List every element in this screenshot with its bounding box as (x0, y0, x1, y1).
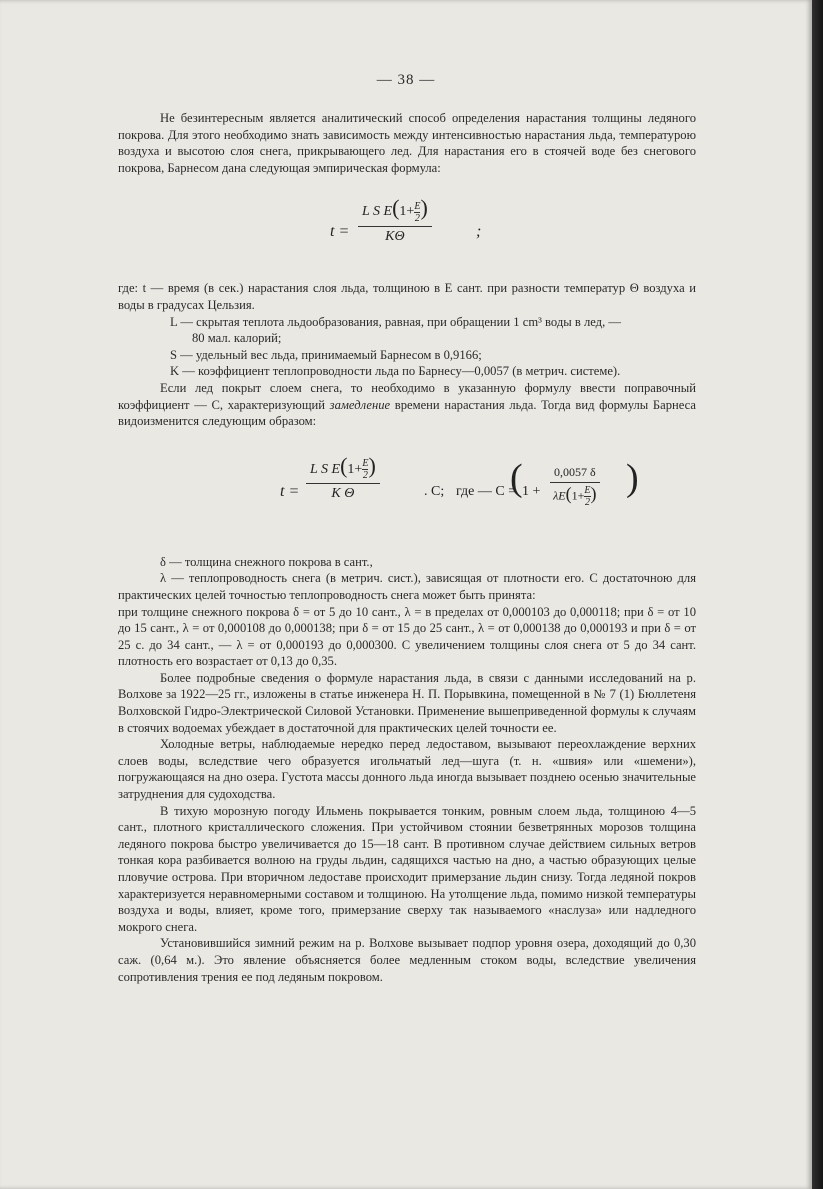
formula2-fraction (306, 452, 380, 503)
formula-e: E (414, 200, 421, 212)
formula-denominator: KΘ (385, 228, 405, 244)
formula-tail: ; (476, 223, 482, 241)
paragraph-snow (118, 380, 696, 430)
formula-num-main: L S E (362, 204, 393, 220)
formula-fraction (358, 195, 432, 245)
formula2-one-plus: 1+ (347, 461, 363, 477)
paragraph-intro: Не безинтересным является аналитический способ определения нарастания толщины ледяного покрова. Для этого необходимо знать зависимость между интенсивностью нарастания льда, температурою воздуха и высотою слоя снега, прикрывающего лед. Для нарастания его в стоячей воде без снегового покрова, Барнесом дана следующая эмпирическая формула: (118, 111, 696, 175)
paragraph-snow-part1: Если лед покрыт слоем снега, то необходимо в указанную формулу ввести поправочный коэффициент — C, характеризующий (118, 380, 696, 412)
paragraph-where: где: t — время (в сек.) нарастания слоя льда, толщиною в E сант. при разности температур Θ воздуха и воды в градусах Цельзия. (118, 281, 696, 312)
formula2-denominator: K Θ (331, 486, 355, 501)
formula2-lhs: t = (280, 482, 300, 500)
paragraph-lambda-values: при толщине снежного покрова δ = от 5 до 10 сант., λ = в пределах от 0,000103 до 0,000118; при δ = от 10 до 15 сант., λ = от 0,000108 до 0,000138; при δ = от 15 до 25 сант., λ = от 0,000138 до 0,000193 и при δ = от 25 с. до 34 сант., — λ = от 0,000193 до 0,000300. С увеличением толщины слоя снега от 5 до 34 сант. плотность его возрастает от 0,13 до 0,35. (118, 604, 696, 669)
definition-K: K — коэффициент теплопроводности льда по Барнесу—0,0057 (в метрич. системе). (170, 364, 621, 379)
formula2-e: E (362, 458, 369, 469)
definition-delta: δ — толщина снежного покрова в сант., (160, 554, 373, 569)
definition-lambda: λ — теплопроводность снега (в метрич. сист.), зависящая от плотности его. С достаточною для практических целей точностью теплопроводность снега может быть принята: (118, 571, 696, 602)
formula2-inner-two: 2 (584, 497, 590, 509)
formula2-close-paren: ) (626, 456, 639, 499)
formula2-numerator: L S E(1+ $\frac{E}{2}$ ) (306, 458, 380, 484)
formula2-inner-e: E (584, 485, 591, 497)
formula-lhs: t = (330, 223, 350, 241)
formula-numerator: L S E(1+ $\frac{E}{2}$ ) (358, 200, 432, 226)
formula-two: 2 (414, 212, 420, 224)
formula2-inner-one-plus: 1+ (571, 488, 585, 503)
formula2-two: 2 (362, 470, 368, 481)
formula2-inner-den: λE(1+ $\frac{E}{2}$ ) (553, 483, 597, 509)
formula-barnes (118, 195, 696, 268)
formula2-inner-den-main: λE (553, 488, 566, 503)
paragraph-snow-part2: времени нарастания льда. Тогда вид формулы Барнеса видоизменится следующим образом: (118, 397, 696, 429)
formula-one-plus: 1+ (399, 204, 415, 220)
formula2-inner-num: 0,0057 δ (550, 464, 600, 484)
definition-L (118, 314, 696, 347)
formula2-inner-fraction (550, 464, 600, 509)
page-edge-shadow (812, 0, 823, 1189)
formula2-inner-one: 1 + (522, 483, 541, 499)
paragraph-calm-frost: В тихую морозную погоду Ильмень покрывается тонким, ровным слоем льда, толщиною 4—5 сант., плотного кристаллического сложения. При устойчивом стоянии безветрянных морозов толщина ледяного покрова быстро увеличивается до 15—18 сант. В противном случае действием сильных ветров тонкая кора разбивается волною на груды льдин, садящихся частью на дно, а частью образующих целые пловучие острова. При вторичном ледоставе происходит примерзание льдин снизу. Тогда ледяной покров характеризуется неравномерными составом и толщиною. На утолщение льда, помимо низкой температуры воздуха и воды, влияет, кроме того, примерзание сверху так называемого «наслуза» или надледного мокрого снега. (118, 803, 696, 934)
page-body (118, 110, 696, 985)
formula2-times-c: . C; (424, 483, 445, 499)
paragraph-winter-regime: Установившийся зимний режим на р. Волхове вызывает подпор уровня озера, доходящий до 0,30 саж. (0,64 м.). Это явление объясняется более медленным стоком воды, вследствие увеличения сопротивления трения ее под ледяным покровом. (118, 936, 696, 984)
paragraph-cold-winds: Холодные ветры, наблюдаемые нередко перед ледоставом, вызывают переохлаждение верхних слоев воды, вследствие чего образуется игольчатый лед—шуга (т. н. «швия» или «шемени»), погружающаяся на дно озера. Густота массы донного льда иногда вызывает позднею осенью значительные затруднения для судоходства. (118, 737, 696, 802)
formula-barnes-corrected (118, 452, 696, 536)
definition-L-line1: L — скрытая теплота льдообразования, равная, при обращении 1 cm³ воды в лед, — (170, 314, 621, 329)
formula2-num-main: L S E (310, 461, 341, 477)
page-number: — 38 — (376, 72, 436, 88)
definition-S: S — удельный вес льда, принимаемый Барнесом в 0,9166; (170, 347, 482, 362)
paragraph-volkhov: Более подробные сведения о формуле нарастания льда, в связи с данными исследований на р. Волхове за 1922—25 гг., изложены в статье инженера Н. П. Порывкина, помещенной в № 7 (1) Бюллетеня Волховской Гидро-Электрической Силовой Установки. Применение вышеприведенной формулы к случаям в стоячих водоемах убеждает в достаточной для практических целей точности ее. (118, 670, 696, 735)
paragraph-snow-italic: замедление (329, 397, 391, 412)
formula2-where: где — C = (456, 483, 517, 499)
definition-L-line2: 80 мал. калорий; (192, 331, 282, 346)
formula2-open-paren: ( (510, 456, 523, 499)
